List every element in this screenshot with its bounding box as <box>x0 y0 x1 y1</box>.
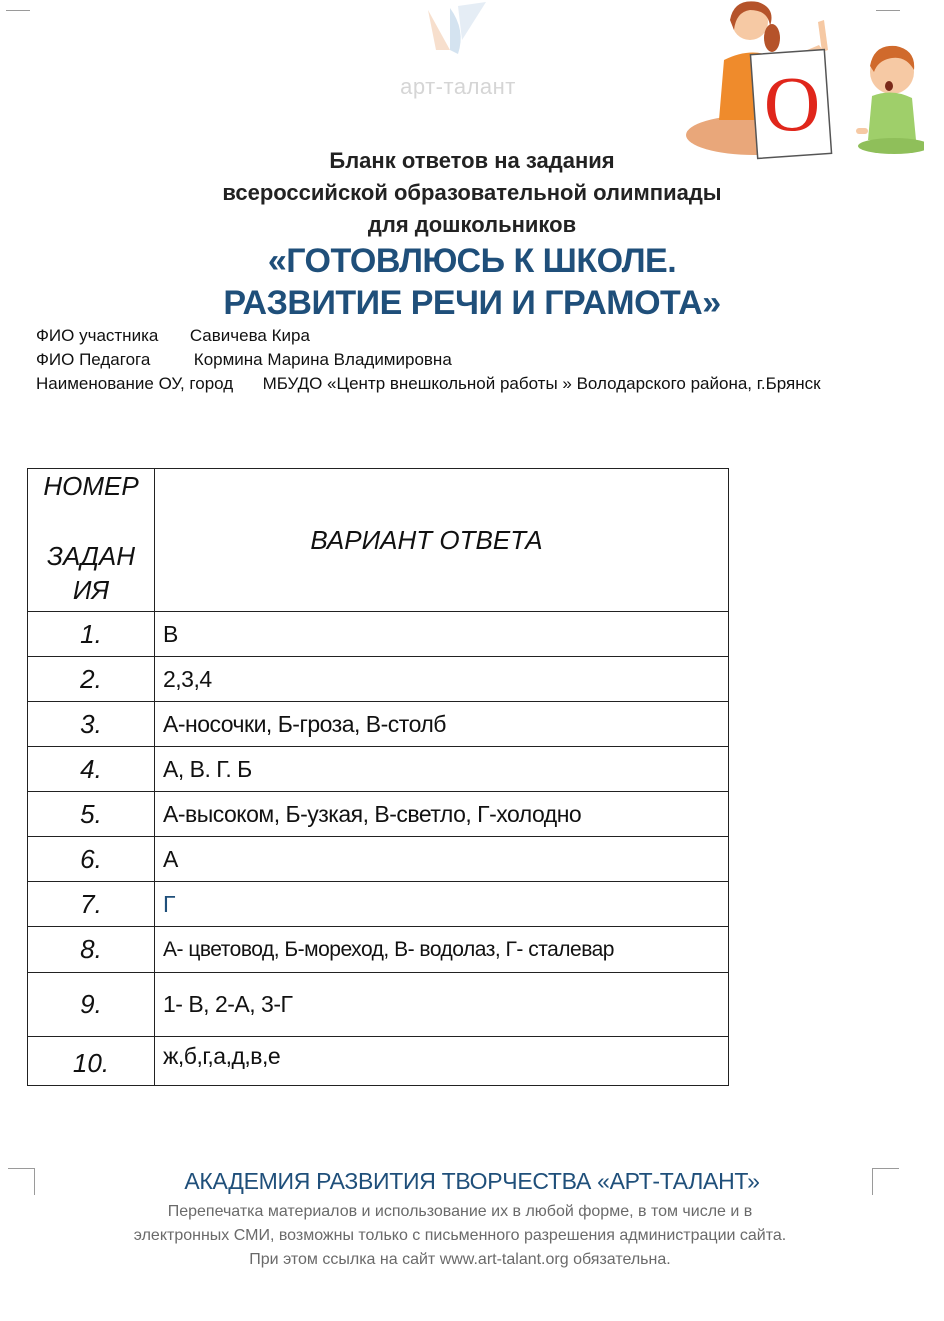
task-answer: В <box>155 612 729 657</box>
olympiad-title <box>0 240 944 324</box>
table-row <box>28 927 729 973</box>
form-header <box>0 145 944 241</box>
task-answer: 2,3,4 <box>155 657 729 702</box>
task-answer: Г <box>155 882 729 927</box>
table-row <box>28 612 729 657</box>
answers-table <box>27 468 729 1086</box>
participant-label: ФИО участника <box>36 326 159 345</box>
header-task-number <box>28 469 155 612</box>
teacher-name: Кормина Марина Владимировна <box>193 350 452 369</box>
task-number: 10. <box>28 1037 155 1086</box>
header-task-number-line-1: НОМЕР <box>43 471 139 501</box>
header-line-3: для дошкольников <box>367 212 577 237</box>
table-row <box>28 973 729 1037</box>
header-answer-variant: ВАРИАНТ ОТВЕТА <box>155 469 729 612</box>
crop-mark-top-left <box>6 0 30 11</box>
task-number: 3. <box>28 702 155 747</box>
task-number: 1. <box>28 612 155 657</box>
table-row <box>28 882 729 927</box>
olympiad-title-line-2: РАЗВИТИЕ РЕЧИ И ГРАМОТА» <box>223 284 721 322</box>
task-number: 7. <box>28 882 155 927</box>
task-answer: А <box>155 837 729 882</box>
footer-line-2: электронных СМИ, возможны только с письменного разрешения администрации сайта. <box>133 1227 787 1244</box>
task-number: 9. <box>28 973 155 1037</box>
footer-title: АКАДЕМИЯ РАЗВИТИЯ ТВОРЧЕСТВА «АРТ-ТАЛАНТ» <box>184 1168 760 1194</box>
table-header-row <box>28 469 729 612</box>
footer-line-3: При этом ссылка на сайт www.art-talant.org обязательна. <box>249 1251 671 1268</box>
task-number: 5. <box>28 792 155 837</box>
task-number: 8. <box>28 927 155 973</box>
table-row <box>28 657 729 702</box>
task-answer: ж,б,г,а,д,в,е <box>155 1037 729 1086</box>
logo-text: арт-талант <box>400 74 516 99</box>
task-answer: А-носочки, Б-гроза, В-столб <box>155 702 729 747</box>
header-line-1: Бланк ответов на задания <box>329 148 615 173</box>
participant-row <box>36 324 310 348</box>
table-row <box>28 837 729 882</box>
institution-name: МБУДО «Центр внешкольной работы » Володарского района, г.Брянск <box>262 374 821 393</box>
table-row <box>28 702 729 747</box>
task-number: 4. <box>28 747 155 792</box>
footer-line-1: Перепечатка материалов и использование их в любой форме, в том числе и в <box>167 1203 753 1220</box>
task-number: 2. <box>28 657 155 702</box>
teacher-and-child-illustration <box>684 0 924 160</box>
task-answer: А, В. Г. Б <box>155 747 729 792</box>
task-answer: А- цветовод, Б-мореход, В- водолаз, Г- сталевар <box>155 927 729 973</box>
table-row <box>28 792 729 837</box>
header-task-number-line-2: ЗАДАН <box>46 541 136 571</box>
header-line-2: всероссийской образовательной олимпиады <box>222 180 722 205</box>
table-row <box>28 747 729 792</box>
header-task-number-line-3: ИЯ <box>72 575 110 605</box>
participant-name: Савичева Кира <box>189 326 310 345</box>
task-answer: 1- В, 2-А, 3-Г <box>155 973 729 1037</box>
olympiad-title-line-1: «ГОТОВЛЮСЬ К ШКОЛЕ. <box>267 242 677 280</box>
institution-row <box>36 372 886 396</box>
institution-label: Наименование ОУ, город <box>36 374 234 393</box>
card-letter: О <box>763 60 821 147</box>
teacher-label: ФИО Педагога <box>36 350 151 369</box>
task-answer: А-высоком, Б-узкая, В-светло, Г-холодно <box>155 792 729 837</box>
footer-copyright-notice <box>30 1200 890 1272</box>
table-row <box>28 1037 729 1086</box>
teacher-row <box>36 348 452 372</box>
task-number: 6. <box>28 837 155 882</box>
